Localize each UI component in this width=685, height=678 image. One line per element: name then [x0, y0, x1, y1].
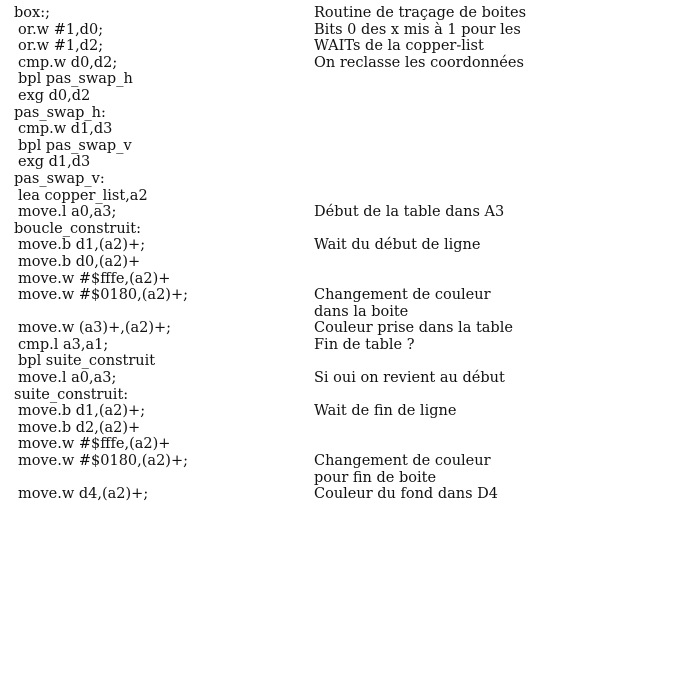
code-line: [14, 171, 674, 188]
code-line: [14, 188, 674, 205]
code-comment: dans la boite: [314, 303, 409, 320]
code-instruction: bpl pas_swap_v: [18, 137, 132, 154]
code-line: [14, 38, 674, 55]
code-line: [14, 271, 674, 288]
code-line: [14, 71, 674, 88]
code-line: [14, 22, 674, 39]
code-comment: Couleur du fond dans D4: [314, 486, 498, 503]
code-line: [14, 55, 674, 72]
code-instruction: move.w (a3)+,(a2)+;: [18, 320, 172, 337]
code-instruction: move.w #$fffe,(a2)+: [18, 436, 171, 453]
code-line: [14, 154, 674, 171]
code-line: [14, 105, 674, 122]
code-instruction: bpl suite_construit: [18, 353, 156, 370]
code-line: [14, 304, 674, 321]
code-instruction: exg d0,d2: [18, 87, 91, 104]
code-line: [14, 420, 674, 437]
code-line: [14, 138, 674, 155]
code-line: [14, 370, 674, 387]
code-line: [14, 436, 674, 453]
code-comment: Changement de couleur: [314, 453, 491, 470]
code-line: [14, 403, 674, 420]
assembly-listing: [14, 5, 674, 503]
code-instruction: or.w #1,d2;: [18, 38, 104, 55]
code-instruction: move.l a0,a3;: [18, 370, 117, 387]
code-instruction: pas_swap_h:: [14, 104, 106, 121]
code-instruction: move.w #$0180,(a2)+;: [18, 453, 188, 470]
code-line: [14, 88, 674, 105]
code-instruction: move.b d1,(a2)+;: [18, 403, 146, 420]
code-instruction: move.b d0,(a2)+: [18, 253, 141, 270]
code-instruction: exg d1,d3: [18, 154, 91, 171]
code-instruction: cmp.w d0,d2;: [18, 54, 118, 71]
code-comment: Changement de couleur: [314, 287, 491, 304]
code-line: [14, 121, 674, 138]
code-instruction: move.l a0,a3;: [18, 204, 117, 221]
code-instruction: suite_construit:: [14, 386, 129, 403]
code-comment: Début de la table dans A3: [314, 204, 505, 221]
code-comment: pour fin de boite: [314, 469, 437, 486]
code-instruction: box:;: [14, 5, 50, 21]
code-instruction: move.w d4,(a2)+;: [18, 486, 149, 503]
code-comment: WAITs de la copper-list: [314, 38, 484, 55]
code-comment: Si oui on revient au début: [314, 370, 505, 387]
code-line: [14, 5, 674, 22]
code-line: [14, 320, 674, 337]
code-comment: Fin de table ?: [314, 336, 415, 353]
code-instruction: move.b d2,(a2)+: [18, 419, 141, 436]
code-line: [14, 387, 674, 404]
code-comment: Wait de fin de ligne: [314, 403, 457, 420]
code-line: [14, 204, 674, 221]
code-line: [14, 287, 674, 304]
code-line: [14, 470, 674, 487]
code-instruction: cmp.l a3,a1;: [18, 336, 109, 353]
code-comment: On reclasse les coordonnées: [314, 54, 524, 71]
code-line: [14, 237, 674, 254]
code-line: [14, 337, 674, 354]
code-instruction: lea copper_list,a2: [18, 187, 148, 204]
code-instruction: move.b d1,(a2)+;: [18, 237, 146, 254]
code-instruction: boucle_construit:: [14, 220, 142, 237]
code-line: [14, 453, 674, 470]
code-instruction: bpl pas_swap_h: [18, 71, 133, 88]
code-comment: Wait du début de ligne: [314, 237, 481, 254]
code-line: [14, 353, 674, 370]
code-line: [14, 221, 674, 238]
code-instruction: cmp.w d1,d3: [18, 121, 113, 138]
code-line: [14, 254, 674, 271]
code-comment: Couleur prise dans la table: [314, 320, 513, 337]
code-instruction: move.w #$0180,(a2)+;: [18, 287, 188, 304]
code-line: [14, 486, 674, 503]
code-instruction: or.w #1,d0;: [18, 21, 104, 38]
code-instruction: move.w #$fffe,(a2)+: [18, 270, 171, 287]
code-comment: Routine de traçage de boites: [314, 5, 527, 21]
code-comment: Bits 0 des x mis à 1 pour les: [314, 21, 521, 38]
code-instruction: pas_swap_v:: [14, 170, 105, 187]
